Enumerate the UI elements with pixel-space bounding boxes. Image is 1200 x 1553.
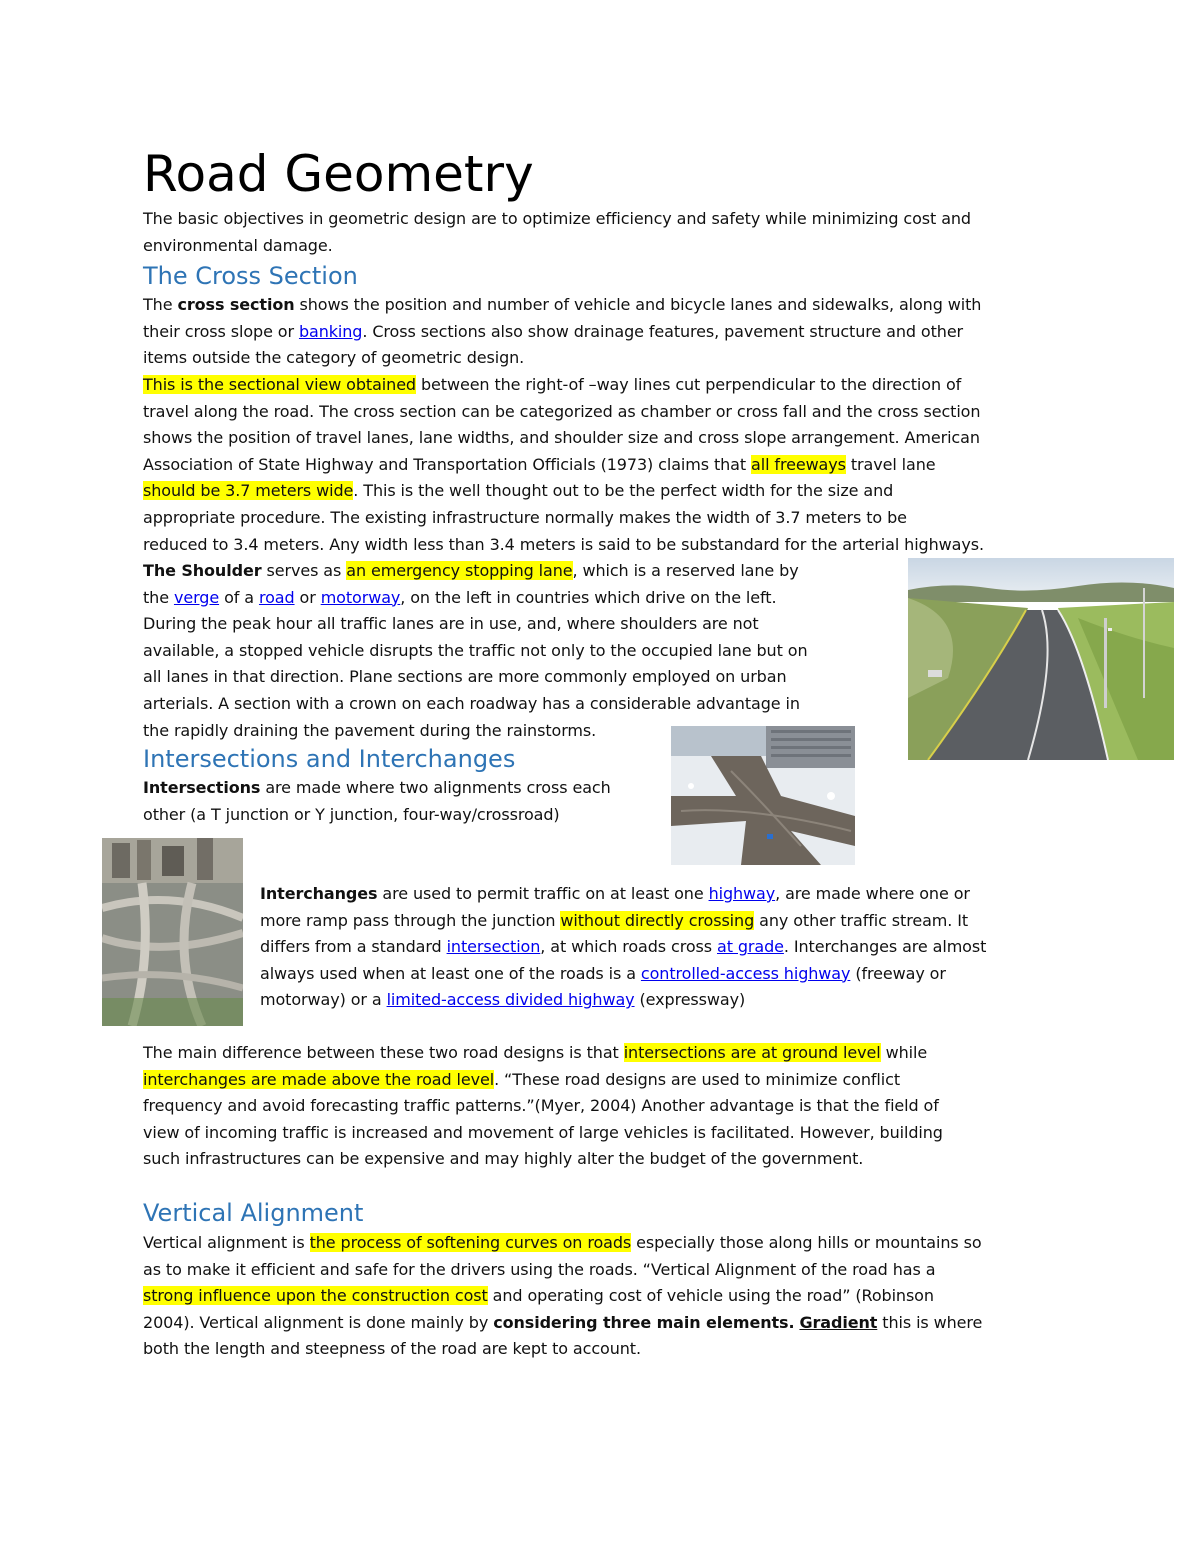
highway-photo-drawing [908, 558, 1174, 760]
text-line: strong influence upon the construction cost and operating cost of vehicle using the road” (Robinson [143, 1286, 934, 1306]
text-line: appropriate procedure. The existing infrastructure normally makes the width of 3.7 meters to be [143, 507, 907, 527]
text-line: arterials. A section with a crown on each roadway has a considerable advantage in [143, 693, 800, 713]
link-road[interactable]: road [258, 587, 295, 607]
text-line: all lanes in that direction. Plane sections are more commonly employed on urban [143, 667, 787, 687]
text-line: Interchanges are used to permit traffic on at least one highway, are made where one or [260, 884, 970, 903]
text-line: interchanges are made above the road level. “These road designs are used to minimize conflict [143, 1069, 900, 1089]
text-line: frequency and avoid forecasting traffic patterns.”(Myer, 2004) Another advantage is that the field of [143, 1096, 939, 1116]
text-line: travel along the road. The cross section can be categorized as chamber or cross fall and the cross section [143, 401, 981, 421]
highlight: without directly crossing [560, 910, 755, 930]
intersection-photo [671, 726, 855, 865]
text-line: as to make it efficient and safe for the drivers using the roads. “Vertical Alignment of the road has a [143, 1259, 936, 1279]
intro-paragraph [143, 206, 971, 259]
text-line: Association of State Highway and Transportation Officials (1973) claims that all freeways travel lane [143, 454, 936, 474]
text-line: other (a T junction or Y junction, four-way/crossroad) [143, 804, 560, 824]
text-line: This is the sectional view obtained between the right-of –way lines cut perpendicular to the direction of [143, 375, 962, 394]
intro-line: The basic objectives in geometric design are to optimize efficiency and safety while minimizing cost and [143, 209, 971, 228]
text-line: view of incoming traffic is increased and movement of large vehicles is facilitated. However, building [143, 1122, 943, 1142]
highway-photo [908, 558, 1174, 760]
intersections-paragraph [143, 775, 611, 828]
text-line: Intersections are made where two alignments cross each [143, 778, 611, 797]
page-title: Road Geometry [143, 145, 534, 203]
cross-section-paragraph [143, 292, 981, 372]
link-controlled-access-highway[interactable]: controlled-access highway [640, 963, 851, 983]
text-line: their cross slope or banking. Cross sections also show drainage features, pavement structure and other [143, 321, 964, 341]
text-line: items outside the category of geometric design. [143, 348, 525, 368]
link-intersection[interactable]: intersection [446, 937, 541, 957]
intersection-photo-drawing [671, 726, 855, 865]
text-line: The cross section shows the position and number of vehicle and bicycle lanes and sidewalks, along with [143, 295, 982, 314]
highlight: an emergency stopping lane [346, 561, 573, 580]
link-highway[interactable]: highway [708, 884, 776, 903]
highlight: strong influence upon the construction cost [143, 1286, 488, 1306]
text-line: During the peak hour all traffic lanes are in use, and, where shoulders are not [143, 614, 759, 634]
highlight: This is the sectional view obtained [143, 375, 416, 394]
text-line: both the length and steepness of the road are kept to account. [143, 1339, 641, 1359]
text-line: the verge of a road or motorway, on the left in countries which drive on the left. [143, 587, 777, 607]
heading-intersections-interchanges: Intersections and Interchanges [143, 745, 516, 773]
heading-vertical-alignment: Vertical Alignment [143, 1199, 364, 1227]
text-line: the rapidly draining the pavement during the rainstorms. [143, 720, 597, 740]
text-line: reduced to 3.4 meters. Any width less than 3.4 meters is said to be substandard for the arterial highways. [143, 534, 984, 554]
sectional-view-paragraph [143, 372, 984, 558]
text-line: The main difference between these two road designs is that intersections are at ground level while [143, 1043, 928, 1062]
shoulder-paragraph [143, 558, 807, 744]
highlight: the process of softening curves on roads [309, 1233, 632, 1252]
vertical-alignment-paragraph [143, 1230, 982, 1363]
text-line: 2004). Vertical alignment is done mainly by considering three main elements. Gradient this is where [143, 1312, 983, 1332]
heading-cross-section: The Cross Section [143, 262, 358, 290]
interchange-photo [102, 838, 243, 1026]
link-verge[interactable]: verge [173, 587, 220, 607]
highlight: should be 3.7 meters wide [143, 481, 354, 501]
text-line: more ramp pass through the junction without directly crossing any other traffic stream. It [260, 910, 969, 930]
link-banking[interactable]: banking [298, 321, 363, 341]
text-line: differs from a standard intersection, at which roads cross at grade. Interchanges are almost [260, 937, 987, 957]
text-line: should be 3.7 meters wide. This is the well thought out to be the perfect width for the size and [143, 481, 894, 501]
text-line: motorway) or a limited-access divided highway (expressway) [260, 990, 746, 1010]
link-motorway[interactable]: motorway [320, 587, 401, 607]
text-line: available, a stopped vehicle disrupts the traffic not only to the occupied lane but on [143, 640, 808, 660]
link-at-grade[interactable]: at grade [717, 937, 784, 957]
interchanges-paragraph [260, 881, 986, 1014]
text-line: Vertical alignment is the process of softening curves on roads especially those along hills or mountains so [143, 1233, 982, 1252]
text-line: shows the position of travel lanes, lane widths, and shoulder size and cross slope arrangement. American [143, 428, 980, 448]
main-difference-paragraph [143, 1040, 943, 1173]
highlight: interchanges are made above the road level [143, 1069, 495, 1089]
link-limited-access-divided-highway[interactable]: limited-access divided highway [386, 990, 635, 1010]
text-line: always used when at least one of the roads is a controlled-access highway (freeway or [260, 963, 946, 983]
text-line: The Shoulder serves as an emergency stopping lane, which is a reserved lane by [143, 561, 799, 580]
text-line: such infrastructures can be expensive and may highly alter the budget of the government. [143, 1149, 864, 1169]
highlight: all freeways [751, 454, 846, 474]
highlight: intersections are at ground level [623, 1043, 881, 1062]
intro-line: environmental damage. [143, 235, 333, 255]
interchange-photo-drawing [102, 838, 243, 1026]
